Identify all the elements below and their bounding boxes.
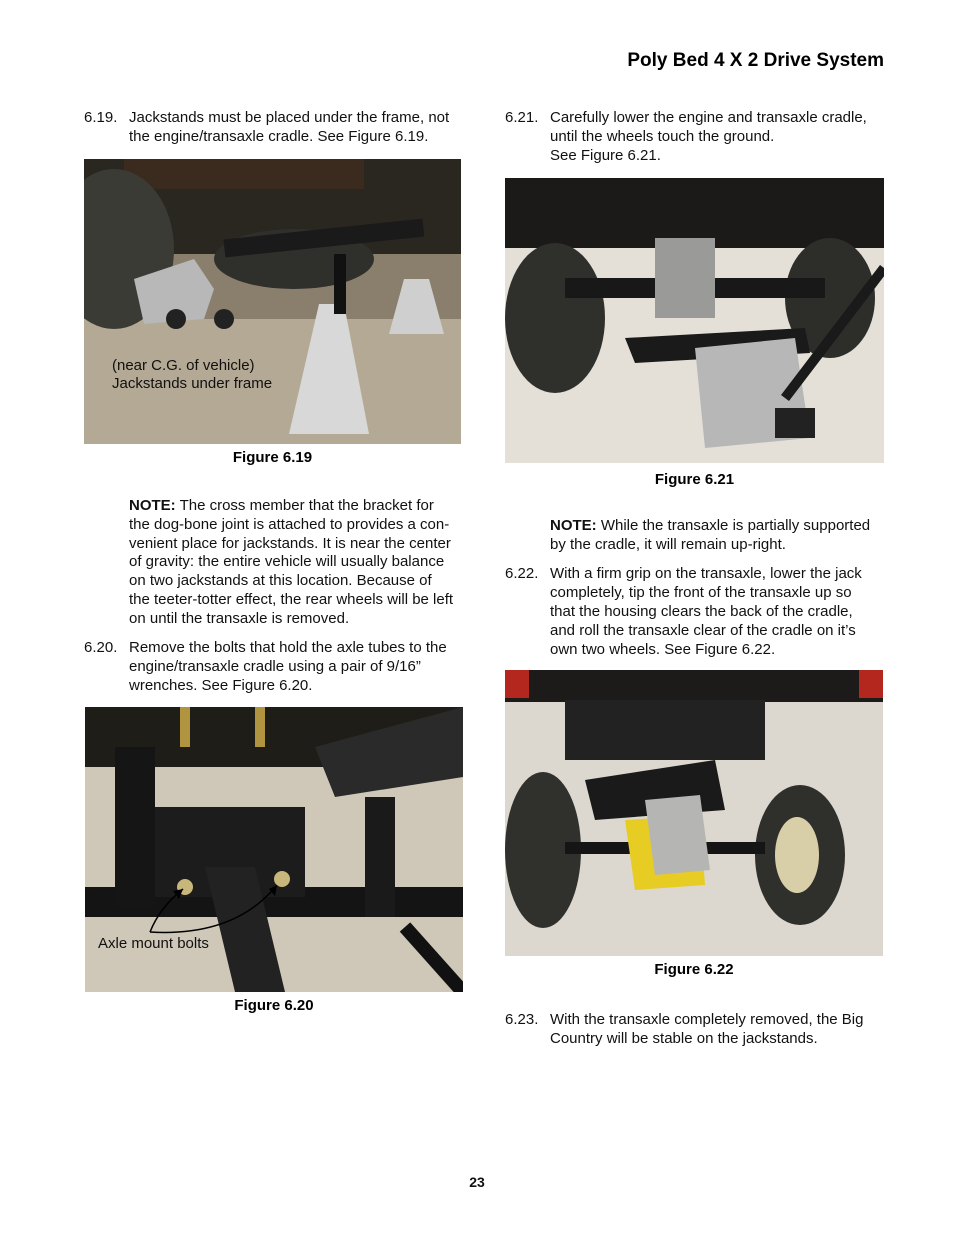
figure-6-20-caption: Figure 6.20 <box>234 997 314 1014</box>
step-6-21 <box>505 108 895 168</box>
step-number: 6.20. <box>84 639 118 656</box>
figure-6-19-caption: Figure 6.19 <box>232 449 313 466</box>
note-label: NOTE: <box>129 497 176 514</box>
page-number: 23 <box>469 1174 485 1190</box>
step-text: With a firm grip on the transaxle, lower the jack completely, tip the front of the transaxle up so that the housing clears the back of the cradle, and roll the transaxle clear of the cradle on it’s own two wheels. See Figure 6.22. <box>550 565 862 658</box>
step-text: With the transaxle completely removed, the Big Country will be stable on the jackstands. <box>550 1011 864 1047</box>
note-jackstands: NOTE: The cross member that the bracket for the dog-bone joint is attached to provides a con- venient place for jackstands. It is near the center of gravity: the entire vehicle will usually balance on two jackstands at this location. Because of the teeter-totter effect, the rear wheels will be left on until the transaxle is removed. <box>129 497 454 627</box>
figure-6-22-caption: Figure 6.22 <box>654 961 734 978</box>
note-label: NOTE: <box>550 517 597 534</box>
step-text: Remove the bolts that hold the axle tubes to the engine/transaxle cradle using a pair of 9/16” wrenches. See Figure 6.20. <box>129 639 447 694</box>
figure-6-19-photo <box>84 159 461 444</box>
step-number: 6.23. <box>505 1011 539 1028</box>
step-text: Jackstands must be placed under the frame, not the engine/transaxle cradle. See Figure 6.19. <box>129 109 450 145</box>
step-number: 6.22. <box>505 565 539 582</box>
step-number: 6.19. <box>84 109 118 126</box>
step-6-19 <box>84 108 474 148</box>
step-number: 6.21. <box>505 109 539 126</box>
step-text: Carefully lower the engine and transaxle cradle, until the wheels touch the ground. See Figure 6.21. <box>550 109 867 164</box>
figure-6-21-caption: Figure 6.21 <box>654 471 735 488</box>
page-title: Poly Bed 4 X 2 Drive System <box>627 50 884 71</box>
figure-6-21-photo <box>505 178 884 463</box>
figure-6-19-annotation: (near C.G. of vehicle) Jackstands under frame <box>112 357 273 392</box>
figure-6-22-photo <box>505 670 883 956</box>
note-transaxle: NOTE: While the transaxle is partially supported by the cradle, it will remain up-right. <box>550 517 871 553</box>
step-6-23 <box>505 1010 895 1050</box>
step-6-20 <box>84 638 474 698</box>
step-6-22 <box>505 564 895 660</box>
figure-6-20-annotation: Axle mount bolts <box>98 935 209 952</box>
